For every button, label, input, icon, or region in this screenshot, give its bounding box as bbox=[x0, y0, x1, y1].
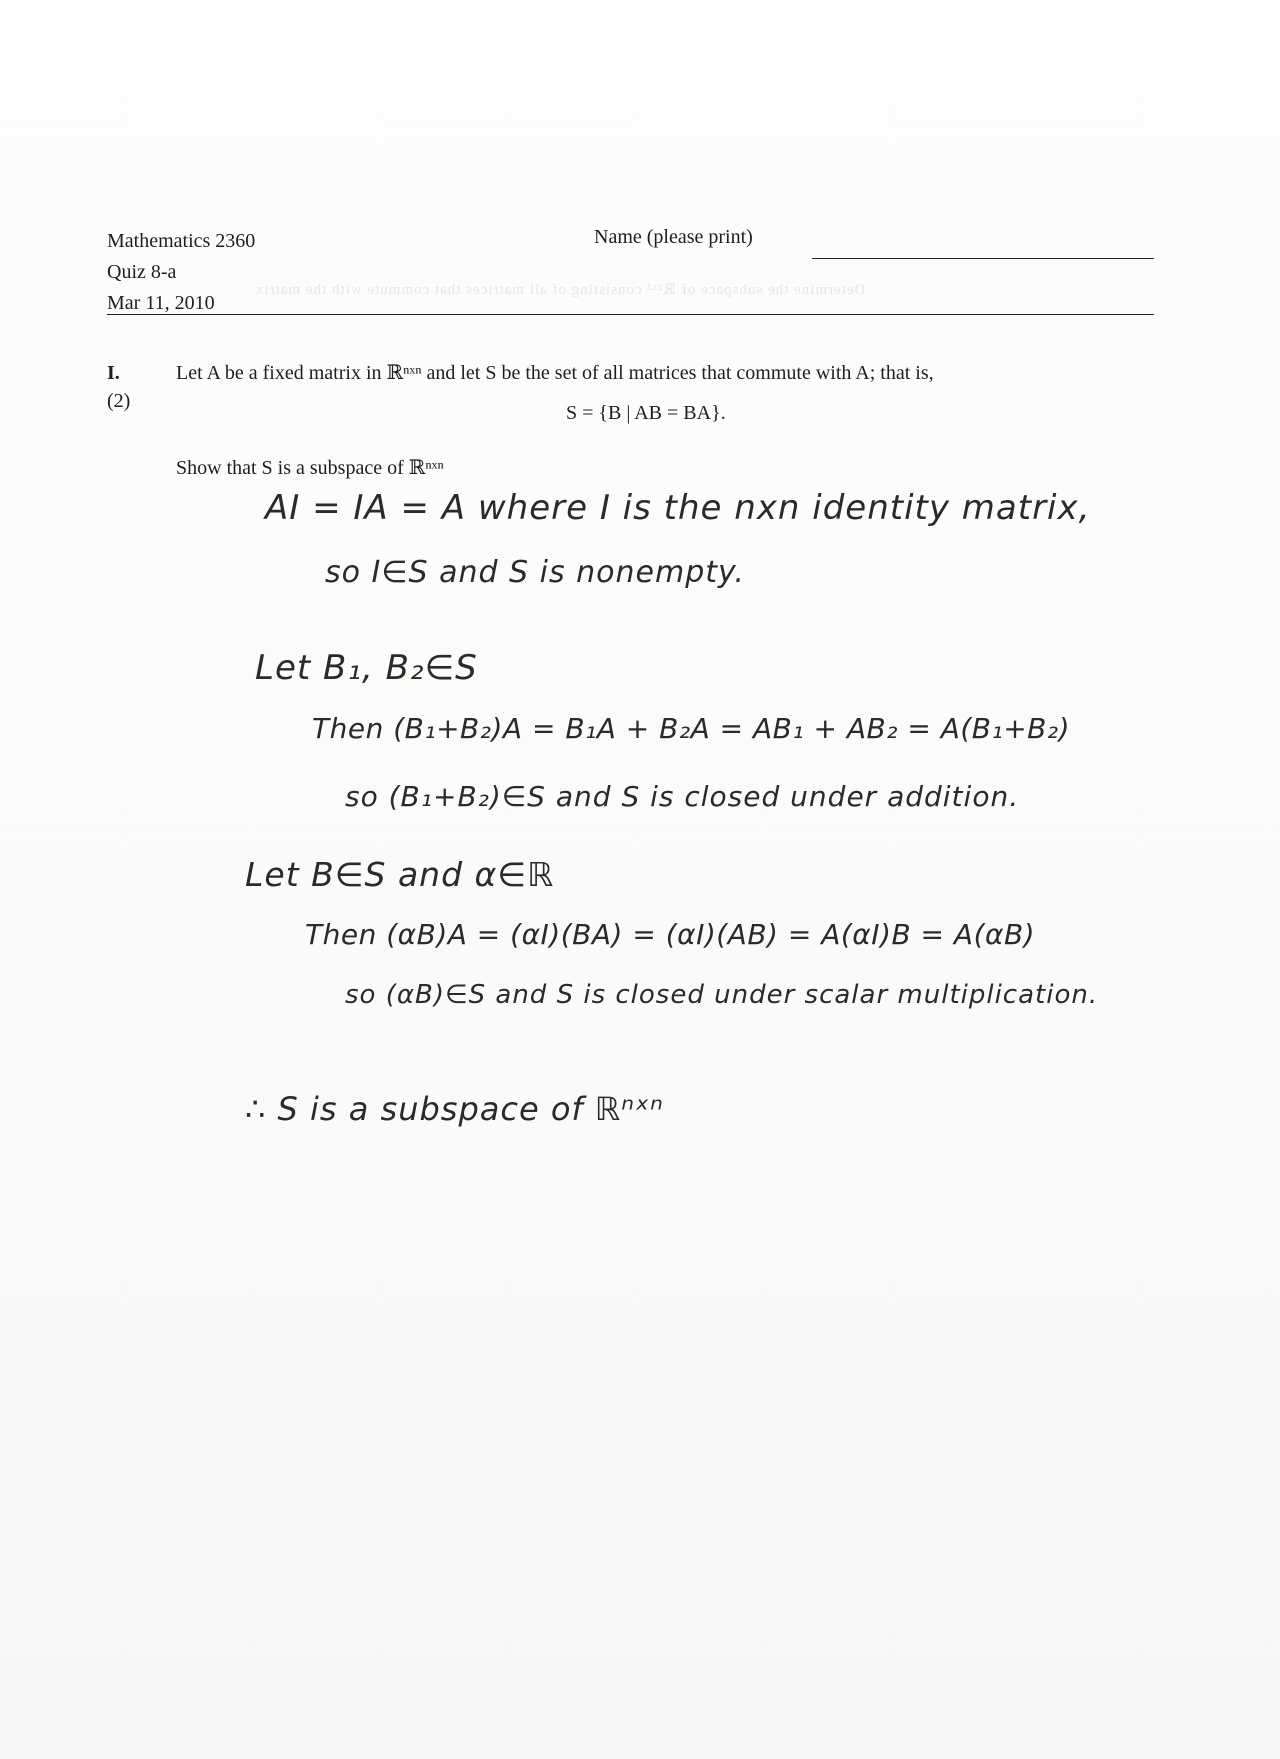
answer-line-addition-proof: Then (B₁+B₂)A = B₁A + B₂A = AB₁ + AB₂ = A(B₁+B₂) bbox=[312, 712, 1071, 745]
name-label: Name (please print) bbox=[594, 226, 753, 248]
answer-line-identity: AI = IA = A where I is the nxn identity matrix, bbox=[265, 488, 1091, 528]
course-info bbox=[107, 226, 255, 319]
answer-line-scalar-proof: Then (αB)A = (αI)(BA) = (αI)(AB) = A(αI)B = A(αB) bbox=[305, 918, 1036, 951]
answer-line-nonempty: so I∈S and S is nonempty. bbox=[325, 555, 745, 590]
bleed-through-text: Determine the subspace of ℝ²ˣ² consisting of all matrices that commute with the matrix bbox=[255, 282, 866, 298]
quiz-label: Quiz 8-a bbox=[107, 261, 177, 283]
answer-line-closed-scalar: so (αB)∈S and S is closed under scalar multiplication. bbox=[345, 980, 1099, 1010]
answer-line-conclusion: ∴ S is a subspace of ℝⁿˣⁿ bbox=[245, 1090, 664, 1128]
course-title: Mathematics 2360 bbox=[107, 230, 256, 252]
name-blank-line bbox=[812, 258, 1154, 259]
question-points: (2) bbox=[107, 390, 131, 412]
question-instruction: Show that S is a subspace of ℝⁿˣⁿ bbox=[176, 457, 444, 479]
set-definition: S = {B | AB = BA}. bbox=[566, 402, 726, 424]
question-roman-numeral: I. bbox=[107, 362, 120, 384]
header-divider bbox=[107, 314, 1154, 315]
question-number bbox=[107, 359, 130, 415]
answer-line-closed-addition: so (B₁+B₂)∈S and S is closed under addition. bbox=[345, 780, 1020, 813]
answer-line-let-b1-b2: Let B₁, B₂∈S bbox=[255, 648, 478, 688]
answer-line-let-b-alpha: Let B∈S and α∈ℝ bbox=[245, 855, 555, 894]
question-prompt: Let A be a fixed matrix in ℝⁿˣⁿ and let S be the set of all matrices that commute with A; that is, bbox=[176, 362, 934, 384]
quiz-date: Mar 11, 2010 bbox=[107, 292, 215, 314]
